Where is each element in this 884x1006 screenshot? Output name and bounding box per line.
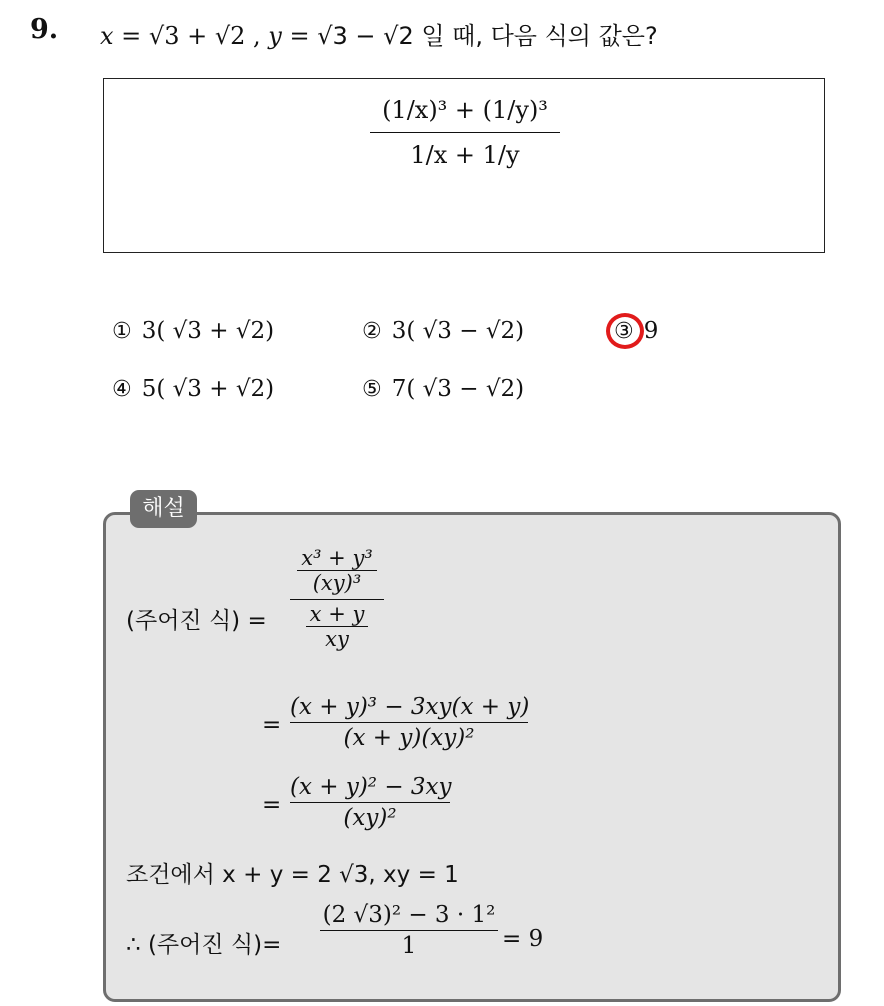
step1-num-num: x³ + y³ bbox=[297, 546, 377, 571]
step2-fraction bbox=[290, 694, 528, 751]
question-text-d: √3 − √2 일 때, 다음 식의 값은? bbox=[317, 22, 658, 50]
question-text-b: √3 + √2 , bbox=[148, 22, 269, 50]
choice-1-text: 3( √3 + √2) bbox=[141, 318, 275, 344]
final-numerator: (2 √3)² − 3 · 1² bbox=[320, 902, 498, 931]
choice-4[interactable] bbox=[112, 376, 274, 402]
step2-numerator: (x + y)³ − 3xy(x + y) bbox=[290, 694, 528, 723]
boxed-numerator: (1/x)³ + (1/y)³ bbox=[370, 96, 560, 133]
choice-1[interactable] bbox=[112, 318, 274, 344]
choice-2-marker: ② bbox=[362, 319, 382, 344]
step1-denominator bbox=[290, 600, 384, 651]
step3-equals: = bbox=[262, 792, 282, 818]
choice-4-text: 5( √3 + √2) bbox=[141, 376, 275, 402]
step3-denominator: (xy)² bbox=[343, 805, 397, 831]
solution-lhs: (주어진 식) = bbox=[126, 608, 267, 634]
choice-5-text: 7( √3 − √2) bbox=[391, 376, 525, 402]
step2-equals: = bbox=[262, 712, 282, 738]
step1-num-frac bbox=[297, 546, 377, 595]
step1-fraction bbox=[290, 546, 384, 651]
question-number: 9. bbox=[30, 14, 59, 45]
step3-fraction bbox=[290, 774, 450, 831]
boxed-fraction bbox=[370, 96, 560, 169]
step2-denominator: (x + y)(xy)² bbox=[343, 725, 475, 751]
choice-3-text: 9 bbox=[643, 318, 659, 344]
step3-numerator: (x + y)² − 3xy bbox=[290, 774, 450, 803]
solution-label: 해설 bbox=[130, 490, 197, 528]
final-rhs: = 9 bbox=[502, 926, 544, 952]
choice-5-marker: ⑤ bbox=[362, 377, 382, 402]
final-lhs: ∴ (주어진 식)= bbox=[126, 932, 282, 958]
step1-num-den: (xy)³ bbox=[312, 571, 362, 595]
boxed-denominator: 1/x + 1/y bbox=[410, 141, 520, 169]
final-fraction bbox=[320, 902, 498, 959]
final-denominator: 1 bbox=[401, 933, 417, 959]
question-text bbox=[100, 16, 658, 51]
question-text-a: x = bbox=[100, 22, 149, 50]
choice-2[interactable] bbox=[362, 318, 524, 344]
step1-den-den: xy bbox=[325, 627, 349, 651]
question-text-c: y = bbox=[268, 22, 318, 50]
solution-condition: 조건에서 x + y = 2 √3, xy = 1 bbox=[126, 862, 459, 888]
choice-3-marker: ③ bbox=[614, 319, 634, 344]
choice-2-text: 3( √3 − √2) bbox=[391, 318, 525, 344]
step1-den-frac bbox=[306, 602, 369, 651]
step1-den-num: x + y bbox=[306, 602, 369, 627]
choice-4-marker: ④ bbox=[112, 377, 132, 402]
step1-numerator bbox=[290, 546, 384, 600]
choice-5[interactable] bbox=[362, 376, 524, 402]
choice-1-marker: ① bbox=[112, 319, 132, 344]
choice-3[interactable] bbox=[614, 318, 658, 344]
